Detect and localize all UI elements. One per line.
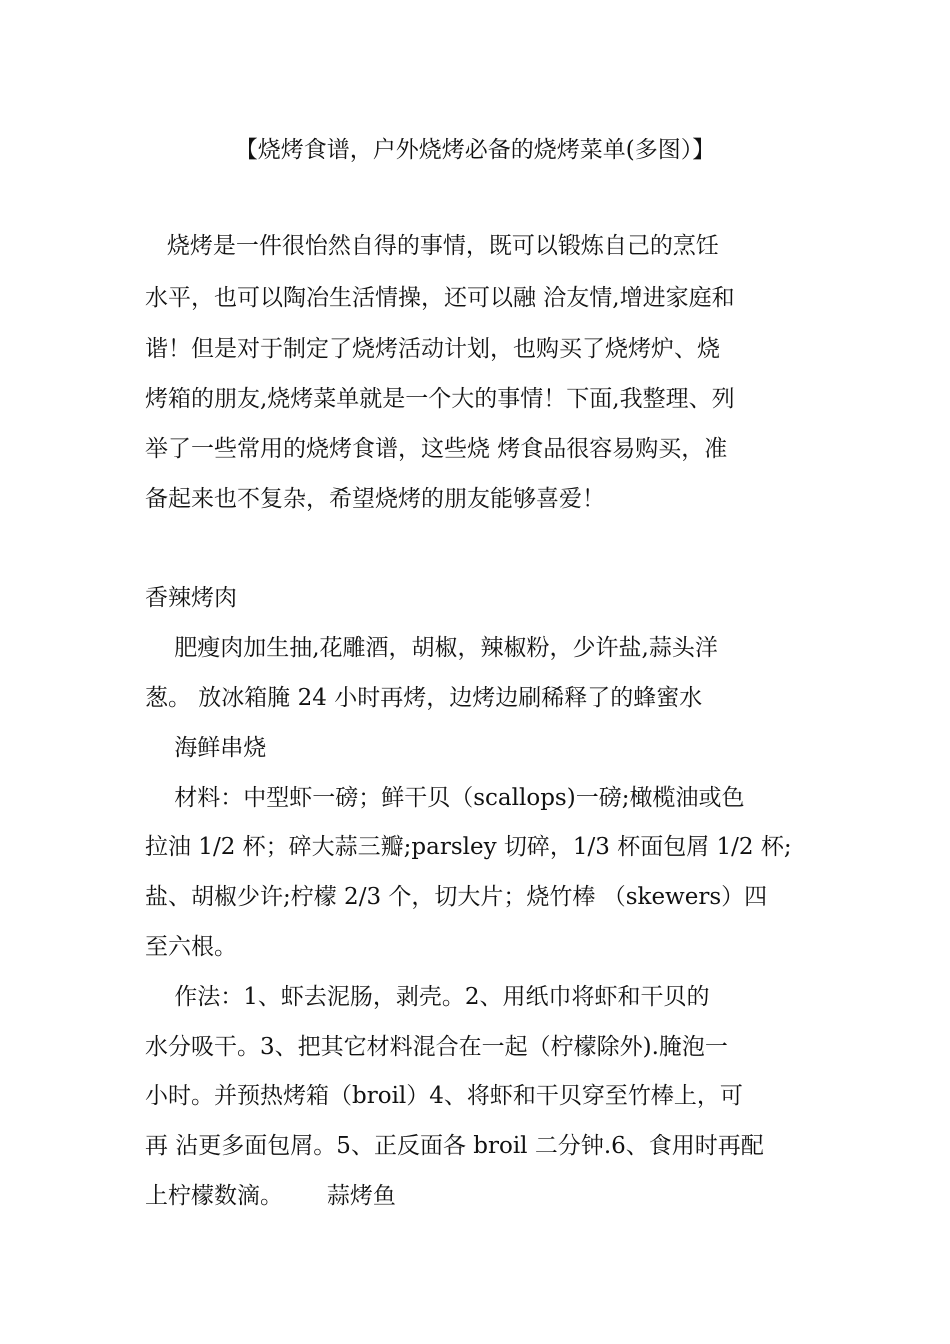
paragraph-line: 作法：1、虾去泥肠，剥壳。2、用纸巾将虾和干贝的 (145, 984, 710, 1010)
paragraph-line: 至六根。 (145, 934, 237, 960)
paragraph-line: 水分吸干。3、把其它材料混合在一起（柠檬除外).腌泡一 (145, 1034, 728, 1060)
paragraph-line: 上柠檬数滴。 蒜烤鱼 (145, 1183, 396, 1209)
paragraph-line: 材料：中型虾一磅；鲜干贝（scallops)一磅;橄榄油或色 (145, 785, 745, 811)
paragraph-line: 谐！但是对于制定了烧烤活动计划，也购买了烧烤炉、烧 (145, 336, 720, 362)
paragraph-line: 葱。 放冰箱腌 24 小时再烤，边烤边刷稀释了的蜂蜜水 (145, 685, 703, 711)
paragraph-line: 举了一些常用的烧烤食谱，这些烧 烤食品很容易购买，准 (145, 436, 728, 462)
paragraph-line: 水平，也可以陶冶生活情操，还可以融 洽友情,增进家庭和 (145, 285, 735, 311)
paragraph-line: 再 沾更多面包屑。5、正反面各 broil 二分钟.6、食用时再配 (145, 1133, 764, 1159)
paragraph-line: 备起来也不复杂，希望烧烤的朋友能够喜爱！ (145, 486, 605, 512)
paragraph-line: 拉油 1/2 杯；碎大蒜三瓣;parsley 切碎，1/3 杯面包屑 1/2 杯; (145, 834, 792, 860)
document-title: 【烧烤食谱，户外烧烤必备的烧烤菜单(多图）】 (234, 137, 716, 163)
section-heading: 海鲜串烧 (145, 735, 267, 761)
paragraph-line: 肥瘦肉加生抽,花雕酒，胡椒，辣椒粉，少许盐,蒜头洋 (145, 635, 718, 661)
paragraph-line: 烤箱的朋友,烧烤菜单就是一个大的事情！下面,我整理、列 (145, 386, 735, 412)
paragraph-line: 盐、胡椒少许;柠檬 2/3 个，切大片；烧竹棒 （skewers）四 (145, 884, 768, 910)
paragraph-line: 烧烤是一件很怡然自得的事情，既可以锻炼自己的烹饪 (145, 233, 719, 259)
section-heading: 香辣烤肉 (145, 585, 237, 611)
paragraph-line: 小时。并预热烤箱（broil）4、将虾和干贝穿至竹棒上，可 (145, 1083, 743, 1109)
